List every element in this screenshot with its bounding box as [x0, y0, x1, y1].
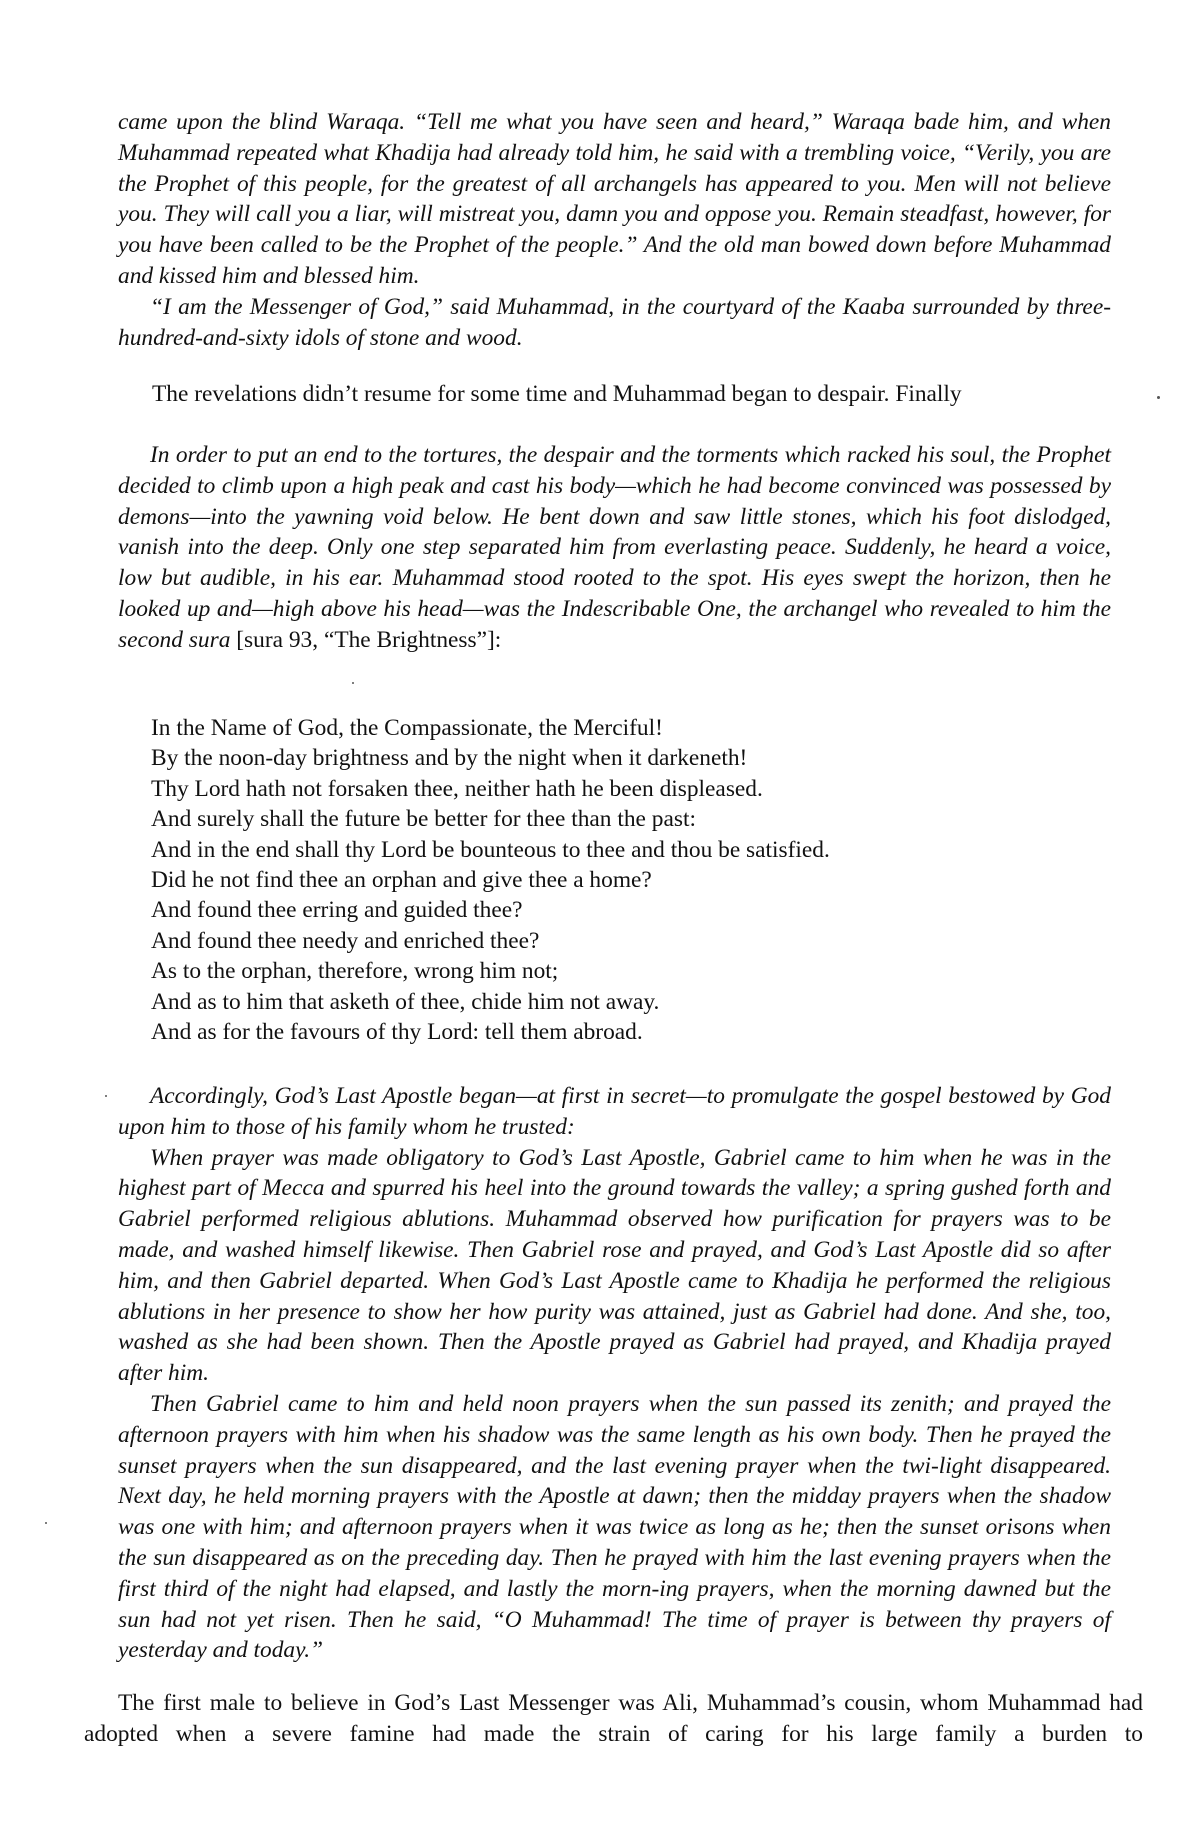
poem-line: And in the end shall thy Lord be bounteous to thee and thou be satisfied. — [151, 836, 830, 863]
body-paragraph-revelations — [118, 379, 1111, 410]
body-paragraph-ali — [84, 1688, 1143, 1750]
poem-line: By the noon-day brightness and by the night when it darkeneth! — [151, 745, 748, 772]
scan-speck — [352, 682, 354, 684]
sura-reference: [sura 93, “The Brightness”]: — [230, 626, 502, 653]
poem-line: And found thee erring and guided thee? — [151, 897, 523, 924]
poem-line: And as for the favours of thy Lord: tell them abroad. — [151, 1019, 643, 1046]
poem-line: Did he not find thee an orphan and give thee a home? — [151, 867, 652, 894]
sura-poem — [151, 713, 1071, 1047]
poem-line: And found thee needy and enriched thee? — [151, 927, 540, 954]
body-text-revelations: The revelations didn’t resume for some time and Muhammad began to despair. Finally — [152, 381, 962, 407]
quote-text-peak: In order to put an end to the tortures, the despair and the torments which racked his soul, the Prophet decided to climb upon a high peak and cast his body—which he had become convinced was possessed by demons—into the yawning void below. He bent down and saw little stones, which his foot dislodged, vanish into the deep. Only one step separated him from everlasting peace. Suddenly, he heard a voice, low but audible, in his ear. Muhammad stood rooted to the spot. His eyes swept the horizon, then he looked up and—high above his head—was the Indescribable One, the archangel who revealed to him the second sura — [118, 442, 1111, 653]
quote-block-peak — [118, 440, 1111, 656]
quote-paragraph-waraqa: came upon the blind Waraqa. “Tell me what you have seen and heard,” Waraqa bade him, and when Muhammad repeated what Khadija had already told him, he said with a trembling voice, “Verily, you are the Prophet of this people, for the greatest of all archangels has appeared to you. Men will not believe you. They will call you a liar, will mistreat you, damn you and oppose you. Remain steadfast, however, for you have been called to be the Prophet of the people.” And the old man bowed down before Muhammad and kissed him and blessed him. — [118, 109, 1111, 289]
quote-paragraph-messenger: “I am the Messenger of God,” said Muhammad, in the courtyard of the Kaaba surrounded by three-hundred-and-sixty idols of stone and wood. — [118, 293, 1111, 351]
quote-paragraph-ablutions: When prayer was made obligatory to God’s Last Apostle, Gabriel came to him when he was in the highest part of Mecca and spurred his heel into the ground towards the valley; a spring gushed forth and Gabriel performed religious ablutions. Muhammad observed how purification for prayers was to be made, and washed himself likewise. Then Gabriel rose and prayed, and God’s Last Apostle did so after him, and then Gabriel departed. When God’s Last Apostle came to Khadija he performed the religious ablutions in her presence to show her how purity was attained, just as Gabriel had done. And she, too, washed as she had been shown. Then the Apostle prayed as Gabriel had prayed, and Khadija prayed after him. — [118, 1144, 1111, 1387]
quote-paragraph-peak — [118, 440, 1111, 656]
poem-line: Thy Lord hath not forsaken thee, neither hath he been displeased. — [151, 775, 763, 802]
quote-paragraph-prayer-times: Then Gabriel came to him and held noon prayers when the sun passed its zenith; and prayed the afternoon prayers with him when his shadow was the same length as his own body. Then he prayed the sunset prayers when the sun disappeared, and the last evening prayer when the twi-light disappeared. Next day, he held morning prayers with the Apostle at dawn; then the midday prayers when the shadow was one with him; and afternoon prayers when it was twice as long as he; then the sunset orisons when the sun disappeared as on the preceding day. Then he prayed with him the last evening prayers when the first third of the night had elapsed, and lastly the morn-ing prayers, when the morning dawned but the sun had not yet risen. Then he said, “O Muhammad! The time of prayer is between thy prayers of yesterday and today.” — [118, 1390, 1111, 1664]
poem-line: And as to him that asketh of thee, chide him not away. — [151, 988, 660, 1015]
scan-speck — [105, 1095, 107, 1097]
scan-speck — [45, 1522, 47, 1524]
quote-block-waraqa — [118, 107, 1111, 353]
quote-block-prayer — [118, 1081, 1111, 1666]
poem-line: As to the orphan, therefore, wrong him not; — [151, 958, 559, 985]
poem-line: And surely shall the future be better for thee than the past: — [151, 806, 696, 833]
quote-paragraph-apostle: Accordingly, God’s Last Apostle began—at first in secret—to promulgate the gospel bestowed by God upon him to those of his family whom he trusted: — [118, 1083, 1111, 1140]
poem-line: In the Name of God, the Compassionate, the Merciful! — [151, 715, 663, 741]
scan-speck — [1157, 396, 1160, 399]
body-text-ali: The first male to believe in God’s Last Messenger was Ali, Muhammad’s cousin, whom Muhammad had adopted when a severe famine had made the strain of caring for his large family a burden to — [84, 1690, 1143, 1747]
